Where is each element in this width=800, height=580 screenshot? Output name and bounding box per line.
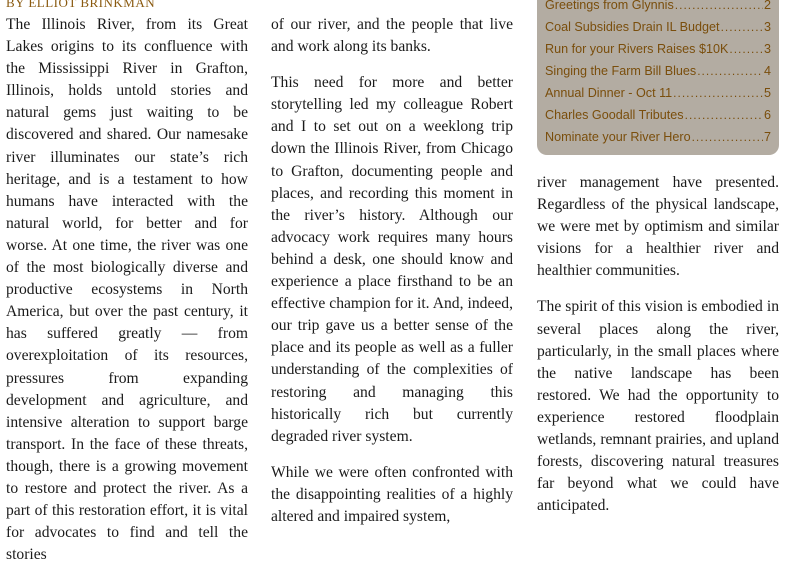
- toc-item-page: 5: [763, 86, 771, 100]
- toc-item-page: 7: [763, 130, 771, 144]
- toc-item[interactable]: [537, 56, 779, 78]
- toc-item[interactable]: [537, 0, 779, 12]
- toc-leader-dots: [729, 42, 763, 56]
- article-column-2: [271, 14, 513, 542]
- toc-leader-dots: [721, 20, 763, 34]
- toc-item-page: 3: [763, 42, 771, 56]
- toc-item-title: Nominate your River Hero: [545, 130, 691, 144]
- paragraph: The spirit of this vision is embodied in several places along the river, particularly, in the small places where the native landscape has been restored. We had the opportunity to experience restored floodplain wetlands, remnant prairies, and upland forests, discovering natural treasures far beyond what we could have anticipated.: [537, 298, 779, 515]
- paragraph: of our river, and the people that live and work along its banks.: [271, 16, 513, 56]
- toc-item-title: Run for your Rivers Raises $10K: [545, 42, 729, 56]
- toc-item[interactable]: [537, 34, 779, 56]
- toc-leader-dots: [685, 108, 763, 122]
- toc-item-page: 4: [763, 64, 771, 78]
- table-of-contents: [537, 0, 779, 144]
- paragraph: The Illinois River, from its Great Lakes origins to its confluence with the Mississippi River in Grafton, Illinois, holds untold stories and natural gems just waiting to be discovered and shared. Our namesake river illuminates our state’s rich heritage, and is a testament to how humans have interacted with the natural world, for better and for worse. At one time, the river was one of the most biologically diverse and productive ecosystems in North America, but over the past century, it has suffered greatly — from overexploitation of its resources, pressures from expanding development and agriculture, and intensive alteration to support barge transport. In the face of these threats, though, there is a growing movement to restore and protect the river. As a part of this restoration effort, it is vital for advocates to find and tell the stories: [6, 16, 248, 564]
- paragraph: This need for more and better storytelling led my colleague Robert and I to set out on a weeklong trip down the Illinois River, from Chicago to Grafton, documenting people and places, and recording this moment in the river’s history. Although our advocacy work requires many hours behind a desk, one should know and experience a place firsthand to be an effective champion for it. And, indeed, our trip gave us a better sense of the place and its people as well as a fuller understanding of the complexities of restoring and managing this historically rich but currently degraded river system.: [271, 74, 513, 445]
- table-of-contents-box: [537, 0, 779, 155]
- toc-item-title: Singing the Farm Bill Blues: [545, 64, 697, 78]
- toc-leader-dots: [692, 130, 763, 144]
- toc-item[interactable]: [537, 78, 779, 100]
- toc-item-title: Charles Goodall Tributes: [545, 108, 684, 122]
- toc-item-title: Annual Dinner - Oct 11: [545, 86, 673, 100]
- paragraph: While we were often confronted with the disappointing realities of a highly altered and impaired system,: [271, 463, 513, 525]
- toc-item-page: 2: [763, 0, 771, 12]
- toc-item[interactable]: [537, 12, 779, 34]
- toc-item-page: 3: [763, 20, 771, 34]
- toc-item-title: Coal Subsidies Drain IL Budget: [545, 20, 720, 34]
- paragraph: river management have presented. Regardless of the physical landscape, we were met by optimism and similar visions for a healthier river and healthier communities.: [537, 174, 779, 280]
- toc-item[interactable]: [537, 100, 779, 122]
- toc-item-title: Greetings from Glynnis: [545, 0, 674, 12]
- toc-item-page: 6: [763, 108, 771, 122]
- toc-leader-dots: [673, 86, 763, 100]
- article-column-1: [6, 14, 248, 580]
- toc-leader-dots: [697, 64, 763, 78]
- toc-leader-dots: [675, 0, 763, 12]
- article-byline: BY ELLIOT BRINKMAN: [6, 0, 156, 10]
- article-column-3: [537, 172, 779, 531]
- toc-item[interactable]: [537, 122, 779, 144]
